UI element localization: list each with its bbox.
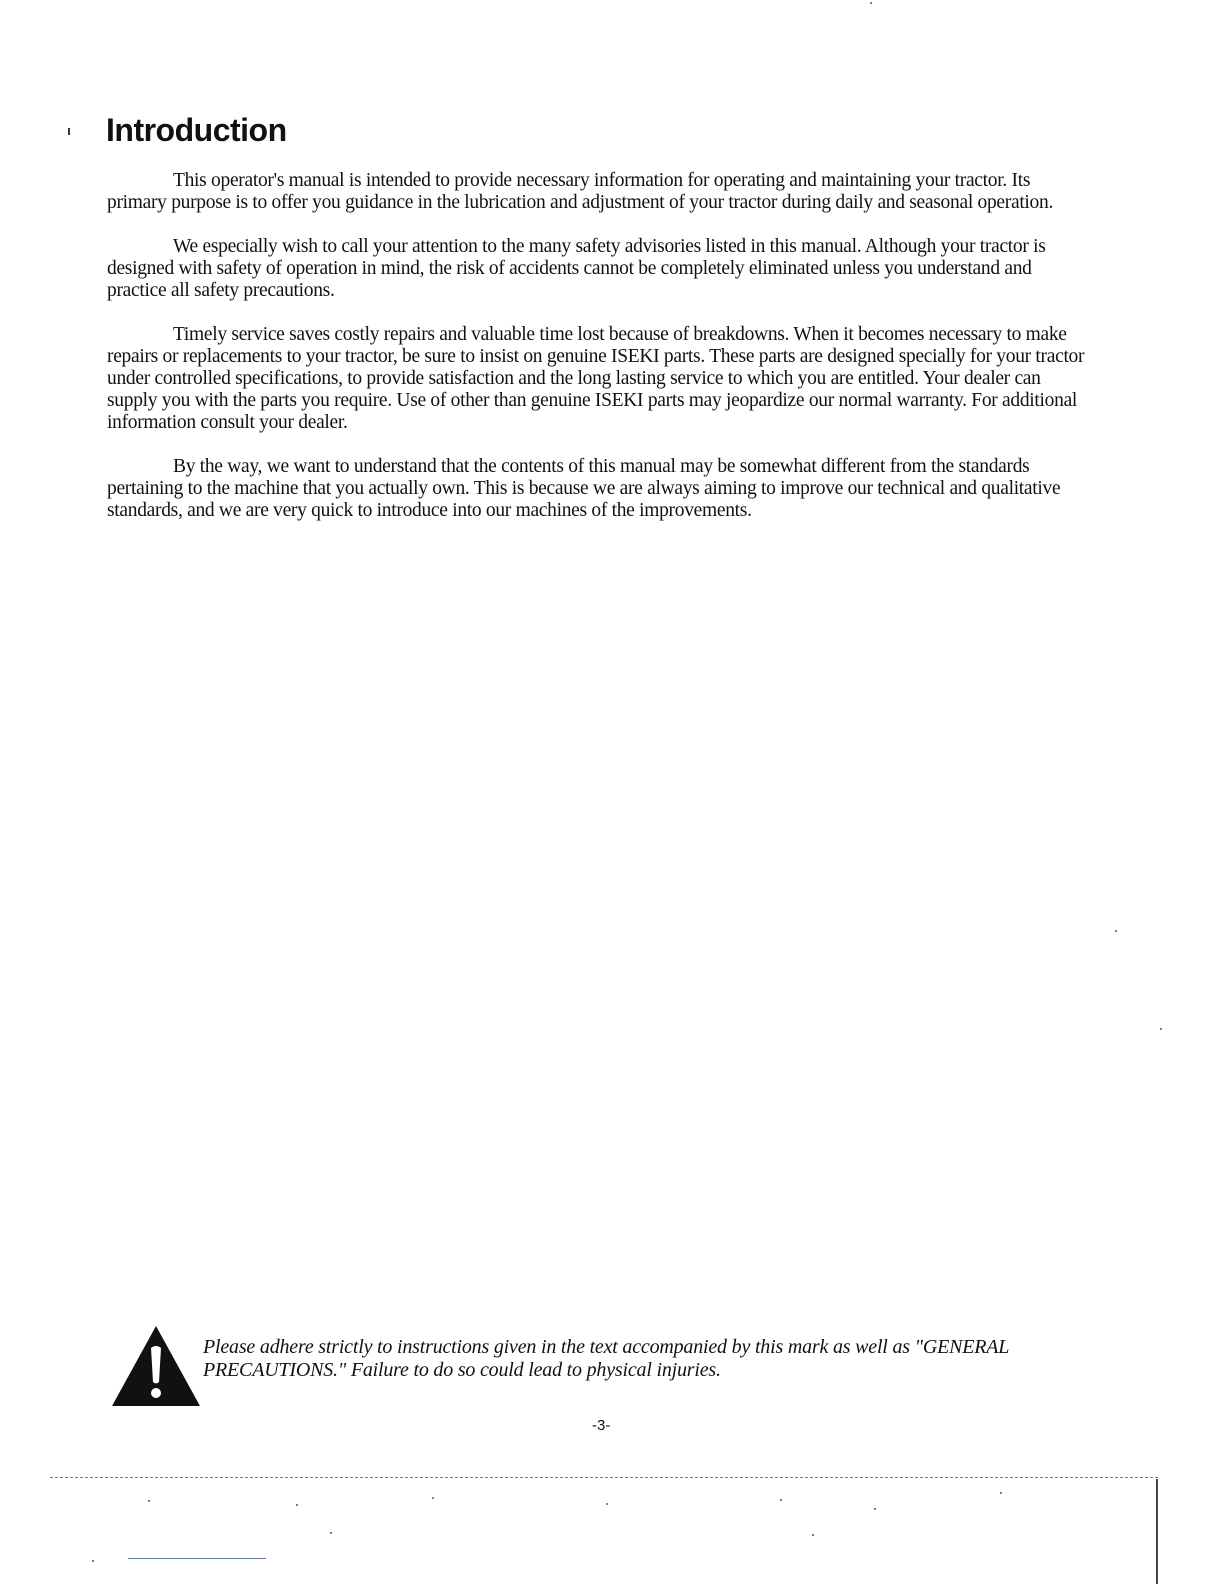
- scan-speck: [812, 1534, 814, 1536]
- scan-speck: [1115, 930, 1117, 932]
- intro-paragraph-1: This operator's manual is intended to provide necessary information for operating and maintaining your tractor. Its primary purpose is to offer you guidance in the lubrication and adjustment of your tractor during daily and seasonal operation.: [107, 170, 1054, 213]
- scan-artifact-rule: [50, 1477, 1158, 1478]
- scan-speck: [432, 1497, 434, 1499]
- page-number: -3-: [592, 1417, 611, 1434]
- scan-speck: [1000, 1492, 1002, 1494]
- scan-speck: [606, 1503, 608, 1505]
- scan-speck: [92, 1560, 94, 1562]
- safety-warning: [110, 1324, 1110, 1410]
- intro-paragraph-4: By the way, we want to understand that the contents of this manual may be somewhat different from the standards pertaining to the machine that you actually own. This is because we are always aiming to improve our technical and qualitative standards, and we are very quick to introduce into our machines of the improvements.: [107, 456, 1061, 521]
- warning-triangle-icon: [110, 1324, 202, 1408]
- scan-artifact-underline: [128, 1558, 266, 1559]
- intro-body: [107, 170, 1092, 544]
- intro-paragraph-3: Timely service saves costly repairs and valuable time lost because of breakdowns. When it becomes necessary to make repairs or replacements to your tractor, be sure to insist on genuine ISEKI parts. These parts are designed specially for your tractor under controlled specifications, to provide satisfaction and the long lasting service to which you are entitled. Your dealer can supply you with the parts you require. Use of other than genuine ISEKI parts may jeopardize our normal warranty. For additional information consult your dealer.: [107, 324, 1085, 433]
- page-title: Introduction: [106, 112, 287, 148]
- scan-speck: [874, 1508, 876, 1510]
- scan-speck: [296, 1504, 298, 1506]
- scan-speck: [780, 1499, 782, 1501]
- scan-artifact-mark: [68, 128, 70, 135]
- scan-speck: [330, 1532, 332, 1534]
- scan-artifact-edge: [1156, 1479, 1158, 1584]
- scan-speck: [148, 1500, 150, 1502]
- scan-speck: [870, 2, 872, 4]
- scan-speck: [1160, 1028, 1162, 1030]
- intro-paragraph-2: We especially wish to call your attention to the many safety advisories listed in this manual. Although your tractor is designed with safety of operation in mind, the risk of accidents cannot be completely eliminated unless you understand and practice all safety precautions.: [107, 236, 1046, 301]
- warning-text: Please adhere strictly to instructions given in the text accompanied by this mark as well as "GENERAL PRECAUTIONS." Failure to do so could lead to physical injuries.: [203, 1336, 1009, 1381]
